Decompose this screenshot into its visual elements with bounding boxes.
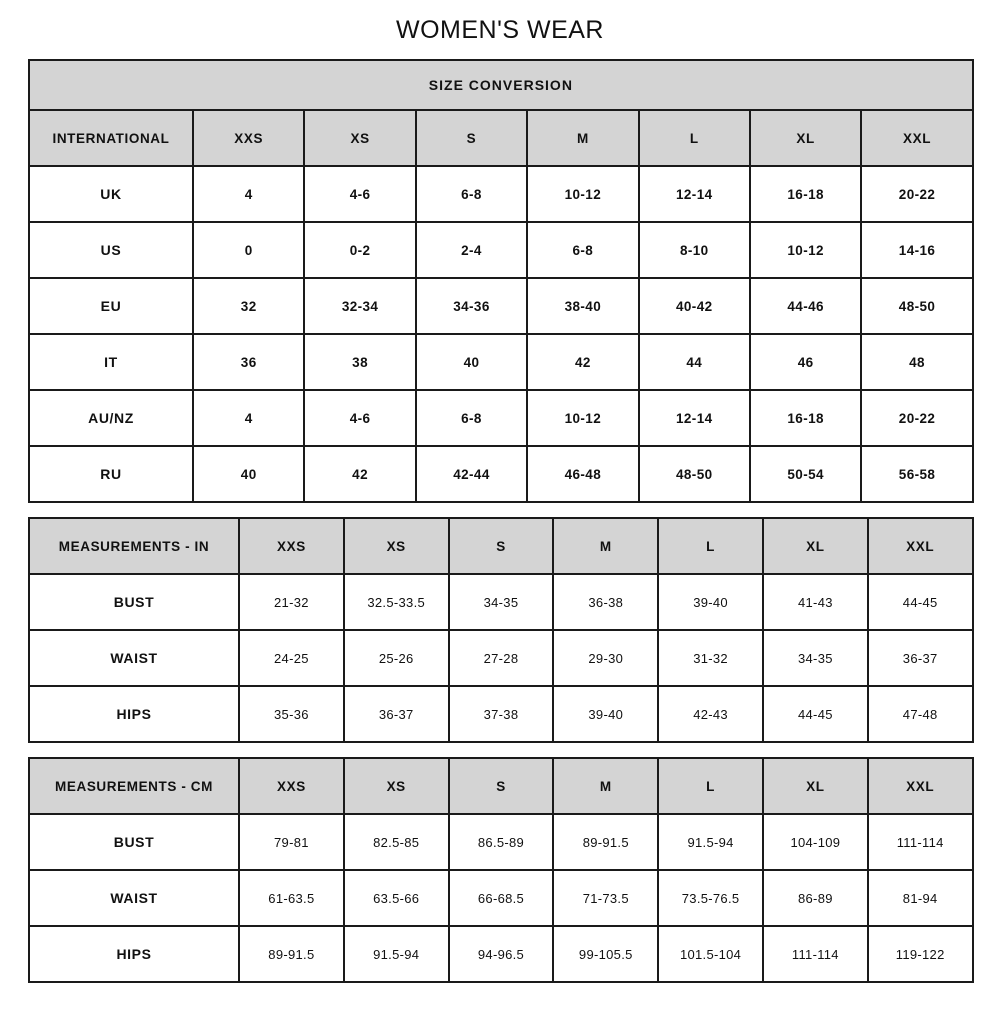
table-cell: 31-32 xyxy=(658,630,763,686)
table-cell: 16-18 xyxy=(750,166,861,222)
table-cell: 4-6 xyxy=(304,390,415,446)
table-cell: 36-38 xyxy=(553,574,658,630)
table-row xyxy=(29,630,973,686)
table-cell: 99-105.5 xyxy=(553,926,658,982)
measurements-cm-table xyxy=(28,757,974,983)
table-cell: 29-30 xyxy=(553,630,658,686)
table-cell: 8-10 xyxy=(639,222,750,278)
column-header: XS xyxy=(344,518,449,574)
table-cell: 32-34 xyxy=(304,278,415,334)
table-row xyxy=(29,814,973,870)
row-label: AU/NZ xyxy=(29,390,193,446)
table-cell: 20-22 xyxy=(861,390,972,446)
size-chart-page xyxy=(0,16,1000,983)
table-cell: 50-54 xyxy=(750,446,861,502)
table-cell: 44 xyxy=(639,334,750,390)
table-cell: 61-63.5 xyxy=(239,870,344,926)
row-label: WAIST xyxy=(29,870,239,926)
table-cell: 119-122 xyxy=(868,926,973,982)
table-cell: 4-6 xyxy=(304,166,415,222)
column-header: M xyxy=(553,518,658,574)
table-header-row xyxy=(29,110,973,166)
table-cell: 56-58 xyxy=(861,446,972,502)
table-row xyxy=(29,574,973,630)
size-conversion-banner: SIZE CONVERSION xyxy=(29,60,973,110)
table-row xyxy=(29,390,973,446)
table-cell: 89-91.5 xyxy=(239,926,344,982)
table-cell: 42 xyxy=(527,334,638,390)
column-header: XS xyxy=(304,110,415,166)
table-cell: 44-46 xyxy=(750,278,861,334)
table-header-row xyxy=(29,758,973,814)
table-cell: 40-42 xyxy=(639,278,750,334)
table-cell: 37-38 xyxy=(449,686,554,742)
table-cell: 40 xyxy=(193,446,304,502)
column-header: XS xyxy=(344,758,449,814)
table-cell: 39-40 xyxy=(553,686,658,742)
table-cell: 6-8 xyxy=(416,166,527,222)
table-cell: 32.5-33.5 xyxy=(344,574,449,630)
column-header: S xyxy=(449,518,554,574)
table-header-row xyxy=(29,518,973,574)
table-cell: 42-44 xyxy=(416,446,527,502)
table-cell: 2-4 xyxy=(416,222,527,278)
row-label: EU xyxy=(29,278,193,334)
table-row xyxy=(29,446,973,502)
size-conversion-table xyxy=(28,59,974,503)
table-cell: 25-26 xyxy=(344,630,449,686)
table-cell: 47-48 xyxy=(868,686,973,742)
table-cell: 4 xyxy=(193,390,304,446)
column-header: XL xyxy=(750,110,861,166)
column-header: XXS xyxy=(193,110,304,166)
column-header: XXL xyxy=(861,110,972,166)
column-header: XXL xyxy=(868,758,973,814)
row-label: HIPS xyxy=(29,926,239,982)
table-row xyxy=(29,926,973,982)
table-cell: 86-89 xyxy=(763,870,868,926)
table-cell: 91.5-94 xyxy=(344,926,449,982)
page-title: WOMEN'S WEAR xyxy=(396,16,604,44)
table-cell: 104-109 xyxy=(763,814,868,870)
table-cell: 12-14 xyxy=(639,166,750,222)
table-cell: 111-114 xyxy=(763,926,868,982)
row-label: HIPS xyxy=(29,686,239,742)
table-cell: 10-12 xyxy=(527,166,638,222)
table-cell: 36-37 xyxy=(344,686,449,742)
table-cell: 6-8 xyxy=(527,222,638,278)
table-cell: 39-40 xyxy=(658,574,763,630)
table-cell: 82.5-85 xyxy=(344,814,449,870)
column-header: MEASUREMENTS - CM xyxy=(29,758,239,814)
row-label: BUST xyxy=(29,814,239,870)
table-row xyxy=(29,278,973,334)
table-cell: 86.5-89 xyxy=(449,814,554,870)
row-label: RU xyxy=(29,446,193,502)
table-cell: 10-12 xyxy=(527,390,638,446)
column-header: M xyxy=(527,110,638,166)
column-header: L xyxy=(658,758,763,814)
table-row xyxy=(29,334,973,390)
table-cell: 42 xyxy=(304,446,415,502)
table-cell: 10-12 xyxy=(750,222,861,278)
table-row xyxy=(29,166,973,222)
table-cell: 44-45 xyxy=(763,686,868,742)
table-cell: 89-91.5 xyxy=(553,814,658,870)
table-cell: 34-35 xyxy=(763,630,868,686)
column-header: XXS xyxy=(239,518,344,574)
table-cell: 48-50 xyxy=(861,278,972,334)
table-cell: 101.5-104 xyxy=(658,926,763,982)
column-header: XXS xyxy=(239,758,344,814)
table-cell: 34-35 xyxy=(449,574,554,630)
table-cell: 36 xyxy=(193,334,304,390)
table-cell: 20-22 xyxy=(861,166,972,222)
table-cell: 66-68.5 xyxy=(449,870,554,926)
table-banner-row xyxy=(29,60,973,110)
column-header: M xyxy=(553,758,658,814)
table-cell: 91.5-94 xyxy=(658,814,763,870)
table-cell: 63.5-66 xyxy=(344,870,449,926)
column-header: S xyxy=(416,110,527,166)
table-cell: 40 xyxy=(416,334,527,390)
table-cell: 38-40 xyxy=(527,278,638,334)
row-label: UK xyxy=(29,166,193,222)
table-cell: 111-114 xyxy=(868,814,973,870)
table-cell: 38 xyxy=(304,334,415,390)
column-header: XL xyxy=(763,758,868,814)
table-cell: 71-73.5 xyxy=(553,870,658,926)
table-cell: 73.5-76.5 xyxy=(658,870,763,926)
table-row xyxy=(29,686,973,742)
table-row xyxy=(29,870,973,926)
table-cell: 27-28 xyxy=(449,630,554,686)
column-header: S xyxy=(449,758,554,814)
table-cell: 42-43 xyxy=(658,686,763,742)
row-label: BUST xyxy=(29,574,239,630)
table-cell: 44-45 xyxy=(868,574,973,630)
table-cell: 0-2 xyxy=(304,222,415,278)
column-header: MEASUREMENTS - IN xyxy=(29,518,239,574)
table-cell: 24-25 xyxy=(239,630,344,686)
table-cell: 79-81 xyxy=(239,814,344,870)
table-cell: 6-8 xyxy=(416,390,527,446)
column-header: L xyxy=(658,518,763,574)
column-header: XL xyxy=(763,518,868,574)
column-header: L xyxy=(639,110,750,166)
table-cell: 81-94 xyxy=(868,870,973,926)
table-cell: 35-36 xyxy=(239,686,344,742)
table-cell: 14-16 xyxy=(861,222,972,278)
table-cell: 34-36 xyxy=(416,278,527,334)
table-cell: 32 xyxy=(193,278,304,334)
row-label: IT xyxy=(29,334,193,390)
table-cell: 0 xyxy=(193,222,304,278)
table-cell: 36-37 xyxy=(868,630,973,686)
table-cell: 16-18 xyxy=(750,390,861,446)
table-cell: 46 xyxy=(750,334,861,390)
measurements-inches-table xyxy=(28,517,974,743)
column-header: XXL xyxy=(868,518,973,574)
row-label: US xyxy=(29,222,193,278)
table-cell: 12-14 xyxy=(639,390,750,446)
table-cell: 48 xyxy=(861,334,972,390)
table-cell: 41-43 xyxy=(763,574,868,630)
column-header: INTERNATIONAL xyxy=(29,110,193,166)
table-cell: 94-96.5 xyxy=(449,926,554,982)
row-label: WAIST xyxy=(29,630,239,686)
table-row xyxy=(29,222,973,278)
table-cell: 21-32 xyxy=(239,574,344,630)
table-cell: 4 xyxy=(193,166,304,222)
table-cell: 48-50 xyxy=(639,446,750,502)
table-cell: 46-48 xyxy=(527,446,638,502)
